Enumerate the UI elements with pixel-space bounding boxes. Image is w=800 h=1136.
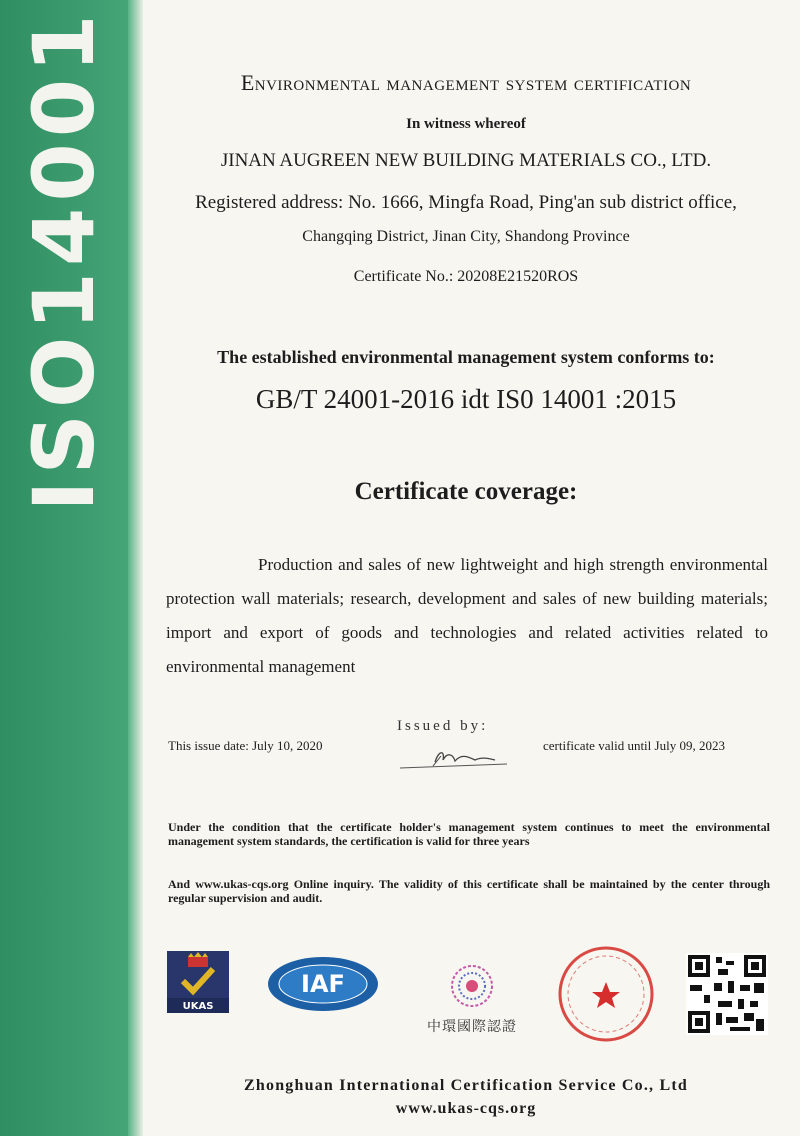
issuer-website: www.ukas-cqs.org [395, 1100, 537, 1117]
online-inquiry: And www.ukas-cqs.org Online inquiry. The validity of this certificate shall be maintained by the center through regular supervision and audit. [168, 877, 770, 905]
coverage-heading: Certificate coverage: [354, 478, 578, 505]
standard-name: GB/T 24001-2016 idt IS0 14001 :2015 [255, 384, 677, 414]
issue-date: This issue date: July 10, 2020 [168, 738, 323, 753]
sphere-icon [418, 960, 526, 1016]
ukas-label: UKAS [182, 1001, 214, 1012]
conforms-statement: The established environmental management system conforms to: [217, 347, 715, 367]
certificate-number: Certificate No.: 20208E21520ROS [353, 268, 579, 285]
address-line-2: Changqing District, Jinan City, Shandong Province [302, 228, 630, 245]
valid-until: certificate valid until July 09, 2023 [543, 738, 725, 753]
coverage-text: Production and sales of new lightweight and high strength environmental protection wall materials; research, development and sales of new building materials; import and export of goods and technologies and related activities related to environmental management [166, 555, 768, 676]
signature-image [395, 742, 515, 772]
issuer-company: Zhonghuan International Certification Service Co., Ltd [244, 1077, 688, 1094]
issued-by-label: Issued by: [397, 718, 489, 734]
certificate-title: Environmental management system certification [240, 70, 692, 95]
zhonghuan-logo [418, 960, 526, 1040]
address-line-1: Registered address: No. 1666, Mingfa Road, Ping'an sub district office, [195, 192, 737, 213]
sidebar-iso-label: ISO14001 [15, 8, 113, 512]
sidebar-edge [128, 0, 143, 1136]
iaf-label: IAF [301, 970, 345, 998]
company-name: JINAN AUGREEN NEW BUILDING MATERIALS CO., LTD. [220, 150, 712, 171]
qr-code [686, 953, 768, 1035]
iaf-logo [266, 955, 380, 1013]
ukas-logo [167, 951, 229, 1013]
validity-condition: Under the condition that the certificate holder's management system continues to meet the environmental management system standards, the certification is valid for three years [168, 820, 770, 848]
green-sidebar [0, 0, 143, 1136]
witness-line: In witness whereof [406, 116, 526, 132]
star-icon [592, 982, 620, 1008]
zhonghuan-chinese-name: 中環國際認證 [427, 1019, 517, 1035]
crown-check-icon [167, 951, 229, 1013]
red-seal-stamp [556, 944, 656, 1044]
